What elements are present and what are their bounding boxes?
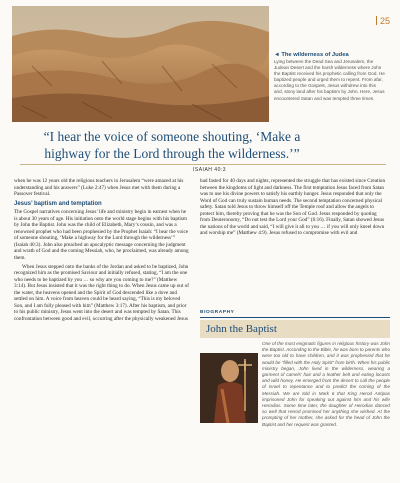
article-intro: when he was 12 years old the religious teachers in Jerusalem “were amazed at his understanding and his answers” (Luke 2:47) when Jesus met with them during a Passover festival. bbox=[14, 178, 184, 198]
caption-title: ◄ The wilderness of Judea bbox=[274, 52, 349, 58]
biography-body-text: One of the most enigmatic figures in religious history was John the Baptist. According to the Bible, he was born to parents who were too old to have children, and it was prophesied that he would be “filled with the Holy Spirit” from birth. When his public ministry began, John lived in the wilderness, wearing a garment of camels’ hair and a leather belt and eating locusts and wild honey. He emerged from the desert to call the people of Israel to repentance and to predict the coming of the Messiah. We are told in Mark 6 that King Herod Antipas imprisoned John for speaking out against him and his wife Herodias. Some time later, the daughter of Herodias danced so well that Herod promised her anything she wished. At the prompting of her mother, she asked for the head of John the Baptist and her request was granted. bbox=[262, 341, 390, 427]
page-number-text: 25 bbox=[379, 16, 390, 26]
john-the-baptist-painting bbox=[200, 353, 258, 423]
article-paragraph-3: had fasted for 40 days and nights, represented the struggle that has existed since Creation between the kingdoms of light and darkness. The first temptation Jesus faced from Satan was to use his divine powers to satisfy his earthly hunger. Jesus responded that only the Word of God can truly sustain human needs. The second temptation concerned physical safety. Satan told Jesus to throw himself off the Temple roof and allow the angels to protect him, thereby proving that he was the Son of God. Jesus responded by quoting from Deuteronomy, “Do not test the Lord your God” (6:16). Finally, Satan showed Jesus the nations of the world and said, “I will give it all to you … if you will only kneel down and worship me” (Matthew 4:9). Jesus refused to compromise with evil and bbox=[200, 178, 386, 237]
desert-landscape-image bbox=[12, 6, 269, 122]
article-column-left bbox=[14, 178, 190, 324]
article-paragraph-1: The Gospel narratives concerning Jesus’ life and ministry begin in earnest when he is about 30 years of age. His initiation onto the world stage begins with his baptism by John the Baptist. John was the child of Elizabeth, Mary’s cousin, and was a renowned prophet who had been prophesied by the Prophet Isaiah: “I hear the voice of someone shouting, ‘Make a highway for the Lord through the wilderness’” (Isaiah 40:3). John also preached an apocalyptic message concerning the judgment and wrath of God and the coming Messiah, who, he proclaimed, was already among them. bbox=[14, 209, 189, 262]
section-heading: Jesus’ baptism and temptation bbox=[14, 200, 102, 207]
biography-box bbox=[200, 310, 390, 483]
pull-quote: “I hear the voice of someone shouting, ‘Make a highway for the Lord through the wilderness.’” bbox=[43, 129, 301, 161]
photo-caption bbox=[274, 52, 386, 102]
page-number-rule bbox=[376, 16, 377, 25]
caption-text: Lying between the Dead Sea and Jerusalem, the Judean Desert and the harsh wilderness where John the Baptist received his prophetic calling from God. He baptized people and urged them to repent. From afar, according to the Gospels, Jesus withdrew into this arid, stony land after his baptism by John. Here, Jesus encountered Satan and was tempted three times. bbox=[274, 59, 385, 101]
page-number bbox=[376, 16, 390, 26]
desert-photo bbox=[12, 6, 269, 122]
biography-label: BIOGRAPHY bbox=[200, 310, 390, 318]
article-column-right bbox=[200, 178, 386, 239]
biography-title: John the Baptist bbox=[200, 320, 390, 338]
quote-divider bbox=[20, 164, 386, 165]
article-paragraph-2: When Jesus stepped onto the banks of the Jordan and asked to be baptized, John recognized him as the promised Saviour and initially refused, stating, “I am the one who needs to be baptized by you … so why are you coming to me?” (Matthew 3:14). But Jesus insisted that it was the right thing to do. When Jesus came up out of the water, the heavens opened and the Spirit of God descended like a dove and settled on him. A voice from heaven could be heard saying, “This is my beloved Son, and I am fully pleased with him” (Matthew 3:17). After his baptism, and prior to his public ministry, Jesus went into the desert and was tempted by Satan. This confrontation between good and evil, occurring after the physically weakened Jesus bbox=[14, 263, 189, 322]
quote-source: ISAIAH 40:3 bbox=[193, 167, 227, 173]
biography-text bbox=[200, 341, 390, 428]
